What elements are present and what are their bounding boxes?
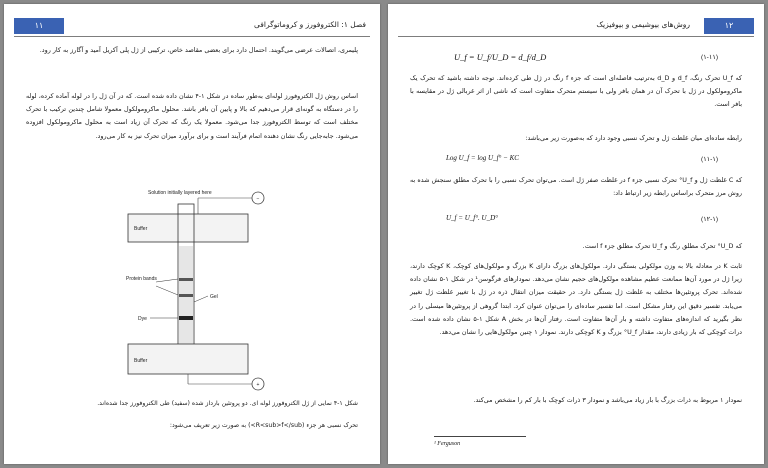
header-title: فصل ۱: الکتروفورز و کروماتوگرافی — [254, 20, 366, 29]
paragraph: نمودار ۱ مربوط به ذرات بزرگ با بار زیاد می‌باشد و نمودار ۳ ذرات کوچک با بار کم را مشخص می‌کند. — [473, 396, 742, 404]
page-header — [398, 18, 754, 37]
label-dye: Dye — [138, 316, 147, 322]
protein-band — [179, 278, 193, 281]
label-gel: Gel — [210, 294, 218, 300]
label-buffer-top: Buffer — [134, 226, 148, 232]
equation: U_f = U_f°. U_D° — [446, 214, 498, 222]
paragraph: تحرک نسبی هر جزء (R<sub>f</sub>) به صورت زیر تعریف می‌شود: — [169, 422, 358, 429]
page-number: ۱۱ — [14, 18, 64, 34]
equation-main: U_f = U_f/U_D = d_f/d_D — [454, 52, 547, 62]
paragraph: که U_f تحرک رنگ، d_f و d_D به‌ترتیب فاصله‌ای است که جزء f رنگ در ژل طی کرده‌اند. توجه داشته باشید که تحرک یک ماکرومولکول در ژل با تحرک آن در همان بافر ولی با سیستم متحرک متفاوت است که ناشی از اثر غربالی ژل در مقایسه با بافر است. — [410, 74, 742, 109]
electrode-top-label: − — [256, 196, 260, 202]
equation-number: (۱۱-۱) — [701, 156, 718, 163]
header-title: روش‌های بیوشیمی و بیوفیزیک — [596, 20, 690, 29]
paragraph: رابطه ساده‌ای میان غلظت ژل و تحرک نسبی وجود دارد که به‌صورت زیر می‌باشد: — [525, 134, 742, 142]
paragraph: ثابت K در معادله بالا به وزن مولکولی بستگی دارد. مولکول‌های بزرگ دارای K بزرگ و مولکول‌های کوچک، K کوچک دارند، زیرا ژل در مورد آن‌ها ممانعت عظیم مشاهده مولکول‌های حجیم نشان می‌دهد. نمودارهای فرگوسن¹ در شکل ۱-۵ نشان داده شده‌اند. تحرک پروتئین‌ها مختلف به غلظت ژل بستگی دارد. در حقیقت میزان انتقال ذره در ژل با تغییر غلظت ژل تغییر می‌یابد. تفسیر دقیق این رفتار مشکل است. اما تفسیر ساده‌ای را می‌توان عنوان کرد. ابتدا گروهی از پروتئین‌ها میسلی را در نظر بگیرید که اندازه‌های متفاوت داشته و بار آن‌ها متفاوت است. رفتار آن‌ها در بخش A شکل ۱-۵ نشان داده شده است. درات کوچکی که بار زیادی دارند، مقدار U_f° بزرگ و K کوچکی دارند. نمودار ۱ چنین مولکول‌هایی را نشان می‌دهد. — [410, 262, 743, 337]
right-page — [388, 4, 764, 464]
footnote-rule — [434, 436, 526, 437]
paragraph: پلیمری، اتصالات عرضی می‌گویند. احتمال دارد برای بعضی مقاصد خاص، ترکیبی از ژل پلی آکریل آمید و آگارز به کار رود. — [39, 46, 358, 54]
equation-number: (۱-۱۱) — [701, 54, 718, 61]
protein-band — [179, 294, 193, 297]
page-header — [14, 18, 370, 37]
paragraph: که C غلظت ژل و U_f° تحرک نسبی جزء f در غلظت صفر ژل است. می‌توان تحرک نسبی را با تحرک مطلق سنجش شده به روش مرز متحرک براساس رابطه زیر ارتباط داد: — [410, 176, 743, 198]
label-protein: Protein bands — [126, 276, 157, 282]
electrode-bottom-label: + — [256, 382, 260, 388]
dye-band — [179, 316, 193, 320]
label-buffer-bottom: Buffer — [134, 358, 148, 364]
figure-caption: شکل ۱-۴ نمایی از ژل الکتروفورز لوله ای. دو پروتئین بارداز شده (سفید) طی الکتروفورز جدا شده‌اند. — [97, 400, 358, 407]
equation-number: (۱۲-۱) — [701, 216, 718, 223]
label-top: Solution initially layered here — [148, 190, 212, 196]
left-page — [4, 4, 380, 464]
paragraph: که U_D° تحرک مطلق رنگ و U_f تحرک مطلق جزء f است. — [582, 242, 742, 250]
equation: Log U_f = log U_f° − KC — [446, 154, 519, 162]
page-number: ۱۲ — [704, 18, 754, 34]
footnote: ¹ Ferguson — [434, 441, 461, 447]
paragraph: اساس روش ژل الکتروفورز لوله‌ای به‌طور ساده در شکل ۱-۴ نشان داده شده است. که در آن ژل را در لوله آماده کرده، لوله را در دستگاه به گونه‌ای قرار می‌دهیم که بالا و پایین آن بافر باشد. محلول ماکرومولکول معمولا شامل چندین ترکیب با تحرک مختلف است که توسط الکتروفورز جدا می‌شود. معمولا یک رنگ که تحرک آن زیاد است به محلول ماکرومولکول افزوده می‌شود. جابه‌جایی رنگ نشان دهنده اتمام فرآیند است و برای برآورد میزان تحرک نیز به کار می‌رود. — [26, 92, 358, 140]
gel-tube-figure — [108, 184, 278, 394]
